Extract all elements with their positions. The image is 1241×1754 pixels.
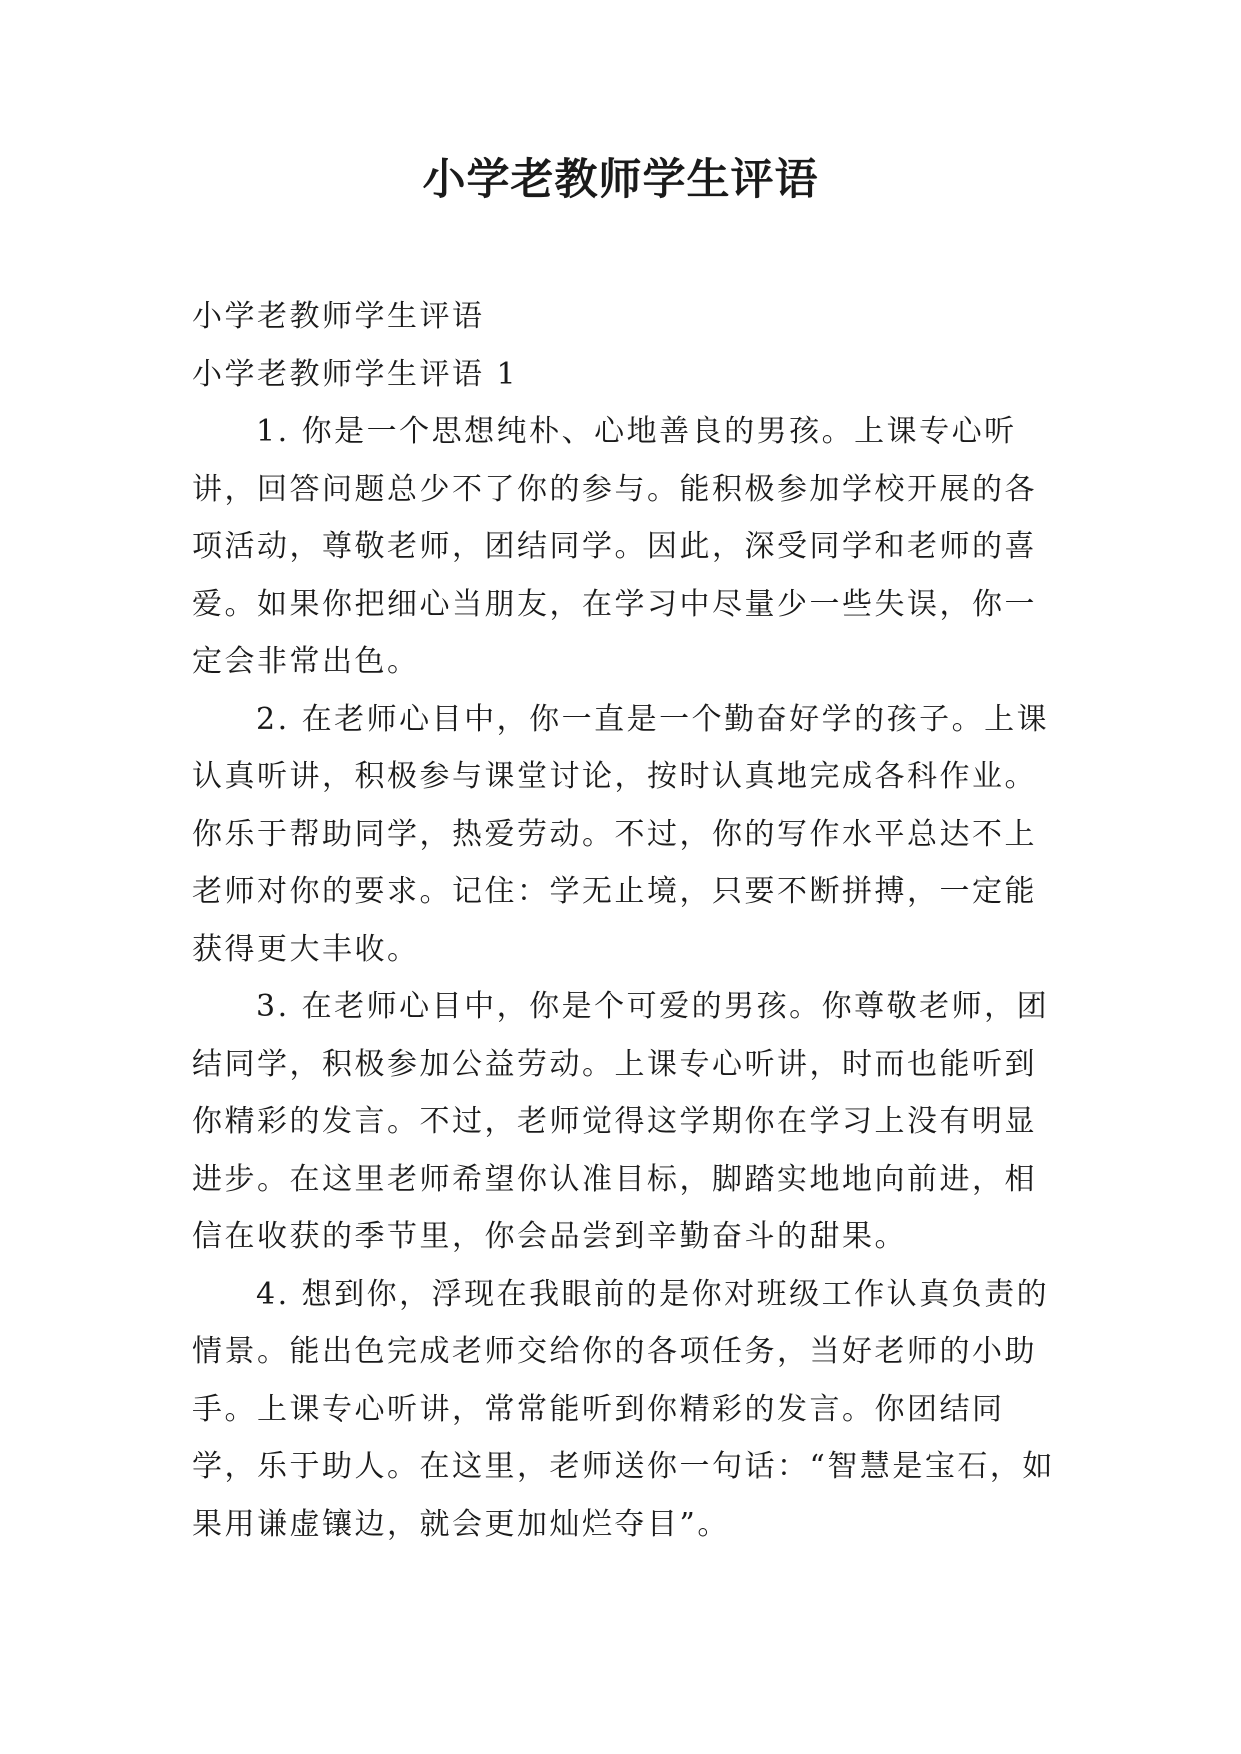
document-subtitle: 小学老教师学生评语: [192, 299, 485, 334]
comment-paragraph-4: 4. 想到你，浮现在我眼前的是你对班级工作认真负责的情景。能出色完成老师交给你的各项任务，当好老师的小助手。上课专心听讲，常常能听到你精彩的发言。你团结同学，乐于助人。在这里，老师送你一句话：“智慧是宝石，如果用谦虚镶边，就会更加灿烂夺目”。: [192, 1276, 1055, 1542]
comment-paragraph-2: 2. 在老师心目中，你一直是一个勤奋好学的孩子。上课认真听讲，积极参与课堂讨论，按时认真地完成各科作业。你乐于帮助同学，热爱劳动。不过，你的写作水平总达不上老师对你的要求。记住：学无止境，只要不断拼搏，一定能获得更大丰收。: [192, 701, 1050, 967]
comment-paragraph-3: 3. 在老师心目中，你是个可爱的男孩。你尊敬老师，团结同学，积极参加公益劳动。上课专心听讲，时而也能听到你精彩的发言。不过，老师觉得这学期你在学习上没有明显进步。在这里老师希望你认准目标，脚踏实地地向前进，相信在收获的季节里，你会品尝到辛勤奋斗的甜果。: [192, 989, 1050, 1254]
document-title: 小学老教师学生评语: [422, 155, 819, 205]
document-body: [192, 288, 1062, 1553]
comment-paragraph-1: 1. 你是一个思想纯朴、心地善良的男孩。上课专心听讲，回答问题总少不了你的参与。能积极参加学校开展的各项活动，尊敬老师，团结同学。因此，深受同学和老师的喜爱。如果你把细心当朋友，在学习中尽量少一些失误，你一定会非常出色。: [192, 414, 1037, 679]
section-heading: 小学老教师学生评语 1: [192, 356, 519, 392]
